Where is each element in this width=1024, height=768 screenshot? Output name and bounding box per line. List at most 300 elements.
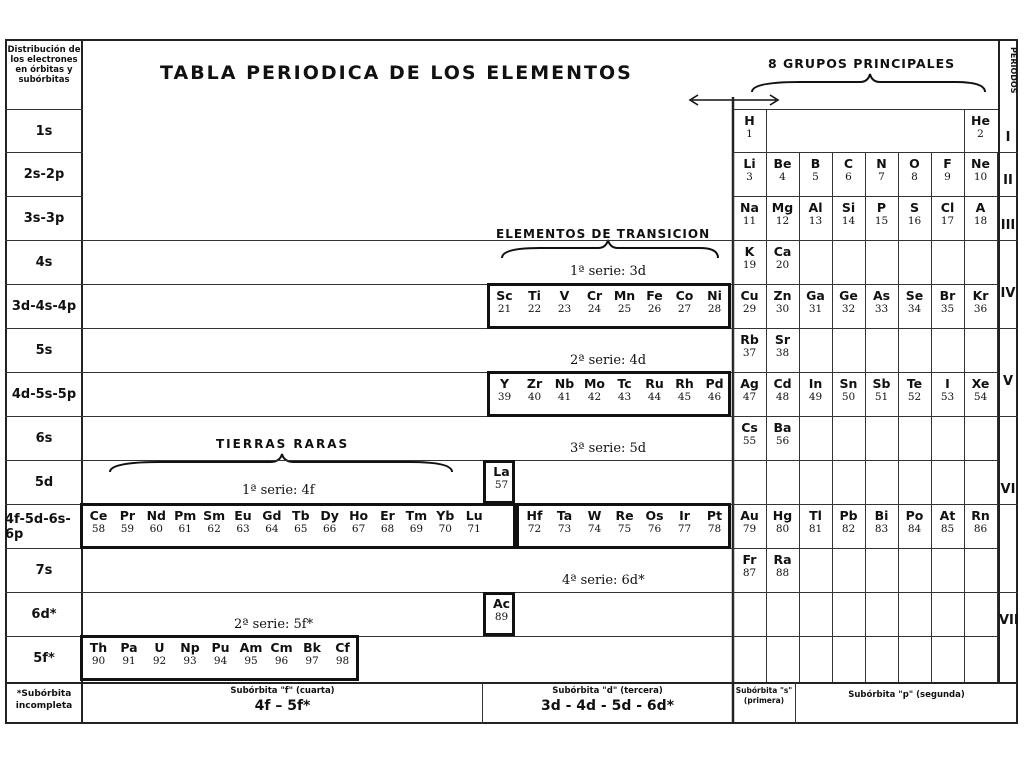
atomic-number: 2 [977,128,984,140]
atomic-number: 93 [183,655,197,667]
element-symbol: Pb [839,508,858,523]
atomic-number: 30 [775,303,790,315]
element-symbol: Kr [972,288,989,303]
element-symbol: Ba [773,420,792,435]
element-li [733,154,766,194]
element-in [799,374,832,414]
element-symbol: Cd [773,376,792,391]
atomic-number: 96 [274,655,289,667]
orbital-row-label: 5s [5,328,83,372]
element-symbol: Cu [740,288,759,303]
element-symbol: A [975,200,986,215]
atomic-number: 67 [351,523,366,535]
series-3d-box [487,283,731,329]
column-line [766,109,767,152]
element-cl [931,198,964,238]
footer-p [795,690,1018,700]
element-symbol: F [943,156,952,171]
atomic-number: 60 [149,523,163,535]
atomic-number: 38 [775,347,790,359]
element-symbol: Tc [617,376,632,391]
element-symbol: O [909,156,920,171]
footer-divider-s-p [795,682,796,724]
main-groups-brace [752,74,985,92]
atomic-number: 70 [438,523,452,535]
element-symbol: B [810,156,821,171]
element-symbol: P [876,200,887,215]
element-cd [766,374,799,414]
element-cu [733,286,766,326]
element-symbol: He [971,113,990,128]
footer-top-line [5,682,1018,684]
element-symbol: Xe [971,376,990,391]
atomic-number: 53 [940,391,955,403]
element-c [832,154,865,194]
atomic-number: 79 [742,523,757,535]
atomic-number: 80 [775,523,790,535]
atomic-number: 33 [874,303,889,315]
element-rb [733,330,766,370]
element-symbol: Yb [436,508,455,523]
element-ag [733,374,766,414]
atomic-number: 49 [808,391,823,403]
atomic-number: 98 [335,655,350,667]
atomic-number: 1 [746,128,753,140]
atomic-number: 55 [742,435,757,447]
atomic-number: 36 [973,303,988,315]
element-symbol: Co [675,288,694,303]
element-ne [964,154,997,194]
element-symbol: Mn [613,288,636,303]
atomic-number: 8 [911,171,918,183]
element-symbol: Te [906,376,923,391]
element-symbol: Tl [809,508,822,523]
element-symbol: Nb [554,376,575,391]
element-n [865,154,898,194]
atomic-number: 72 [527,523,542,535]
atomic-number: 45 [677,391,692,403]
row-line [83,240,733,241]
row-line [733,109,998,110]
orbital-row-label: 7s [5,548,83,592]
orbital-row-label: 3d-4s-4p [5,284,83,328]
element-tl [799,506,832,546]
element-symbol: Cr [586,288,603,303]
element-symbol: Al [808,200,823,215]
atomic-number: 54 [973,391,988,403]
element-symbol: Tm [405,508,428,523]
atomic-number: 56 [775,435,790,447]
period-7: VII [999,613,1019,628]
atomic-number: 25 [617,303,632,315]
atomic-number: 63 [236,523,250,535]
atomic-number: 22 [527,303,542,315]
element-symbol: Np [180,640,200,655]
element-h [733,111,766,151]
atomic-number: 20 [775,259,790,271]
element-i [931,374,964,414]
element-b [799,154,832,194]
element-symbol: Ta [556,508,573,523]
element-symbol: Ru [645,376,664,391]
row-line [83,592,733,593]
element-symbol: Be [773,156,792,171]
element-symbol: Sc [496,288,513,303]
element-symbol: W [587,508,602,523]
element-symbol: Se [905,288,924,303]
element-te [898,374,931,414]
footer-f-small: Subórbita "f" (cuarta) [230,686,335,696]
element-au [733,506,766,546]
element-symbol: Rb [740,332,759,347]
element-symbol: Li [743,156,756,171]
element-symbol: Cs [741,420,758,435]
atomic-number: 57 [494,479,509,491]
period-6: VI [1000,482,1016,497]
element-pb [832,506,865,546]
atomic-number: 90 [91,655,106,667]
rare-earths-label: TIERRAS RARAS [216,437,350,451]
atomic-number: 77 [677,523,692,535]
element-as [865,286,898,326]
period-4: IV [1000,286,1016,301]
element-symbol: As [872,288,891,303]
atomic-number: 81 [808,523,823,535]
series-4f-label: 1ª serie: 4f [242,483,315,498]
atomic-number: 14 [841,215,856,227]
series-5d-box [516,503,731,549]
series-4d-box [487,371,731,417]
element-at [931,506,964,546]
atomic-number: 69 [409,523,424,535]
series-5f-label: 2ª serie: 5f* [234,617,314,632]
element-symbol: Y [499,376,510,391]
element-symbol: I [945,376,950,391]
element-fr [733,550,766,590]
atomic-number: 19 [742,259,757,271]
element-symbol: Fe [646,288,663,303]
footer-s [733,686,795,706]
element-symbol: Eu [234,508,252,523]
atomic-number: 17 [940,215,955,227]
element-symbol: Nd [146,508,166,523]
element-symbol: Cl [940,200,955,215]
element-symbol: S [909,200,919,215]
actinium-box [483,592,515,636]
orbital-row-label: 6d* [5,592,83,636]
element-symbol: Ca [773,244,792,259]
element-symbol: Na [740,200,759,215]
atomic-number: 78 [707,523,722,535]
element-symbol: Pd [705,376,724,391]
element-symbol: Ne [971,156,990,171]
atomic-number: 68 [380,523,395,535]
atomic-number: 29 [742,303,757,315]
element-symbol: At [939,508,956,523]
element-k [733,242,766,282]
periods-header: PERIODOS [1009,47,1018,94]
element-br [931,286,964,326]
element-symbol: N [876,156,887,171]
orbital-row-label: 5f* [5,636,83,680]
atomic-number: 23 [557,303,572,315]
element-ga [799,286,832,326]
atomic-number: 3 [746,171,753,183]
element-symbol: Cm [270,640,293,655]
atomic-number: 35 [940,303,955,315]
atomic-number: 75 [617,523,632,535]
element-ba [766,418,799,458]
atomic-number: 97 [305,655,319,667]
element-symbol: Zn [773,288,792,303]
element-cs [733,418,766,458]
element-sr [766,330,799,370]
element-sn [832,374,865,414]
series-3d-label: 1ª serie: 3d [570,264,647,279]
atomic-number: 37 [742,347,757,359]
orbital-row-label: 6s [5,416,83,460]
atomic-number: 94 [213,655,228,667]
element-symbol: Ho [349,508,369,523]
atomic-number: 84 [907,523,922,535]
element-symbol: Rn [971,508,990,523]
element-symbol: Ti [528,288,541,303]
element-si [832,198,865,238]
atomic-number: 26 [647,303,662,315]
page-title: TABLA PERIODICA DE LOS ELEMENTOS [160,62,633,84]
element-symbol: In [808,376,823,391]
element-symbol: Mo [583,376,606,391]
atomic-number: 43 [617,391,632,403]
transition-brace [502,240,718,258]
element-na [733,198,766,238]
atomic-number: 62 [207,523,221,535]
footer-p-small: Subórbita "p" (segunda) [848,690,965,700]
atomic-number: 40 [527,391,542,403]
series-6d-label: 4ª serie: 6d* [562,573,645,588]
element-ca [766,242,799,282]
element-f [931,154,964,194]
element-hg [766,506,799,546]
element-symbol: V [559,288,570,303]
element-symbol: Ag [740,376,759,391]
atomic-number: 59 [120,523,135,535]
element-symbol: Si [841,200,856,215]
element-a [964,198,997,238]
atomic-number: 5 [812,171,819,183]
orbital-row-label: 4d-5s-5p [5,372,83,416]
element-bi [865,506,898,546]
element-p [865,198,898,238]
element-xe [964,374,997,414]
element-symbol: Po [905,508,924,523]
atomic-number: 73 [557,523,572,535]
element-al [799,198,832,238]
atomic-number: 13 [808,215,823,227]
atomic-number: 31 [808,303,823,315]
element-se [898,286,931,326]
element-symbol: Pa [120,640,138,655]
element-symbol: Br [939,288,956,303]
element-symbol: Ge [839,288,858,303]
orbital-row-label: 5d [5,460,83,504]
atomic-number: 86 [973,523,988,535]
element-symbol: Hf [526,508,543,523]
atomic-number: 58 [91,523,106,535]
rare-earths-brace [110,454,452,472]
atomic-number: 85 [940,523,955,535]
atomic-number: 50 [841,391,856,403]
atomic-number: 9 [944,171,951,183]
element-zn [766,286,799,326]
atomic-number: 34 [907,303,922,315]
atomic-number: 15 [874,215,889,227]
series-4d-label: 2ª serie: 4d [570,353,647,368]
element-symbol: H [744,113,755,128]
atomic-number: 87 [742,567,757,579]
element-sb [865,374,898,414]
orbital-row-label: 1s [5,109,83,152]
element-symbol: Ni [707,288,722,303]
element-be [766,154,799,194]
atomic-number: 4 [779,171,786,183]
atomic-number: 92 [152,655,167,667]
atomic-number: 89 [494,611,509,623]
atomic-number: 48 [775,391,790,403]
atomic-number: 42 [587,391,602,403]
atomic-number: 21 [497,303,512,315]
lanthanum-box [483,460,515,504]
element-symbol: Am [239,640,263,655]
element-symbol: Re [615,508,634,523]
atomic-number: 47 [742,391,757,403]
orbital-column-header: Distribución de los electrones en órbitas y subórbitas [7,45,81,85]
atomic-number: 10 [973,171,988,183]
element-s [898,198,931,238]
atomic-number: 18 [973,215,988,227]
element-ge [832,286,865,326]
element-symbol: Hg [772,508,793,523]
atomic-number: 64 [265,523,279,535]
element-symbol: Pt [706,508,723,523]
orbital-row-label: 4f-5d-6s-6p [5,504,83,548]
element-rn [964,506,997,546]
atomic-number: 44 [647,391,662,403]
period-5: V [1002,374,1014,389]
element-symbol: Rh [675,376,694,391]
atomic-number: 65 [294,523,308,535]
footer-f [83,686,482,714]
series-5d-label: 3ª serie: 5d [570,441,647,456]
transition-elements-label: ELEMENTOS DE TRANSICION [496,227,711,241]
element-mg [766,198,799,238]
atomic-number: 32 [841,303,856,315]
footer-d-big: 3d - 4d - 5d - 6d* [540,698,675,714]
element-symbol: Os [645,508,664,523]
element-o [898,154,931,194]
atomic-number: 61 [178,523,192,535]
atomic-number: 82 [841,523,856,535]
element-symbol: Fr [742,552,757,567]
element-symbol: Tb [292,508,310,523]
row-line [83,460,733,461]
element-he [964,111,997,151]
footer-d [482,686,733,714]
atomic-number: 28 [707,303,722,315]
element-symbol: Sm [203,508,226,523]
element-symbol: Ga [806,288,825,303]
footer-d-small: Subórbita "d" (tercera) [552,686,663,696]
atomic-number: 12 [775,215,790,227]
element-symbol: Ac [492,596,511,611]
atomic-number: 88 [775,567,790,579]
footer-s-small: Subórbita "s" (primera) [735,686,793,705]
atomic-number: 71 [467,523,481,535]
atomic-number: 46 [707,391,722,403]
period-1: I [1005,130,1011,145]
atomic-number: 51 [874,391,889,403]
element-symbol: Er [380,508,395,523]
element-symbol: Pr [119,508,136,523]
element-symbol: U [154,640,165,655]
atomic-number: 52 [907,391,922,403]
atomic-number: 27 [677,303,692,315]
element-symbol: Ce [89,508,108,523]
element-symbol: Gd [262,508,282,523]
atomic-number: 24 [587,303,602,315]
atomic-number: 95 [244,655,258,667]
element-symbol: Pu [211,640,230,655]
element-ra [766,550,799,590]
orbital-row-label: 4s [5,240,83,284]
atomic-number: 16 [907,215,922,227]
period-3: III [1000,218,1016,233]
element-symbol: K [744,244,755,259]
element-symbol: Th [89,640,108,655]
element-symbol: Ra [773,552,792,567]
orbital-row-label: 3s-3p [5,196,83,240]
element-symbol: Bk [303,640,321,655]
main-groups-label: 8 GRUPOS PRINCIPALES [768,56,956,71]
element-symbol: Sn [839,376,858,391]
period-2: II [1003,173,1013,188]
footer-f-big: 4f – 5f* [254,698,311,714]
left-footer-note: *Subórbita incompleta [15,689,73,711]
element-symbol: Bi [874,508,889,523]
element-po [898,506,931,546]
element-symbol: La [493,464,510,479]
actinides-box [80,635,359,681]
atomic-number: 11 [742,215,757,227]
element-symbol: Zr [526,376,543,391]
element-symbol: Dy [320,508,339,523]
atomic-number: 91 [122,655,136,667]
element-symbol: Sb [872,376,891,391]
element-symbol: Mg [771,200,794,215]
element-kr [964,286,997,326]
atomic-number: 39 [497,391,512,403]
element-symbol: Pm [174,508,197,523]
element-symbol: Cf [335,640,350,655]
atomic-number: 66 [323,523,337,535]
element-symbol: Sr [774,332,791,347]
atomic-number: 6 [845,171,852,183]
atomic-number: 41 [557,391,572,403]
element-symbol: Lu [465,508,483,523]
element-symbol: Au [740,508,759,523]
atomic-number: 74 [587,523,602,535]
atomic-number: 76 [647,523,662,535]
